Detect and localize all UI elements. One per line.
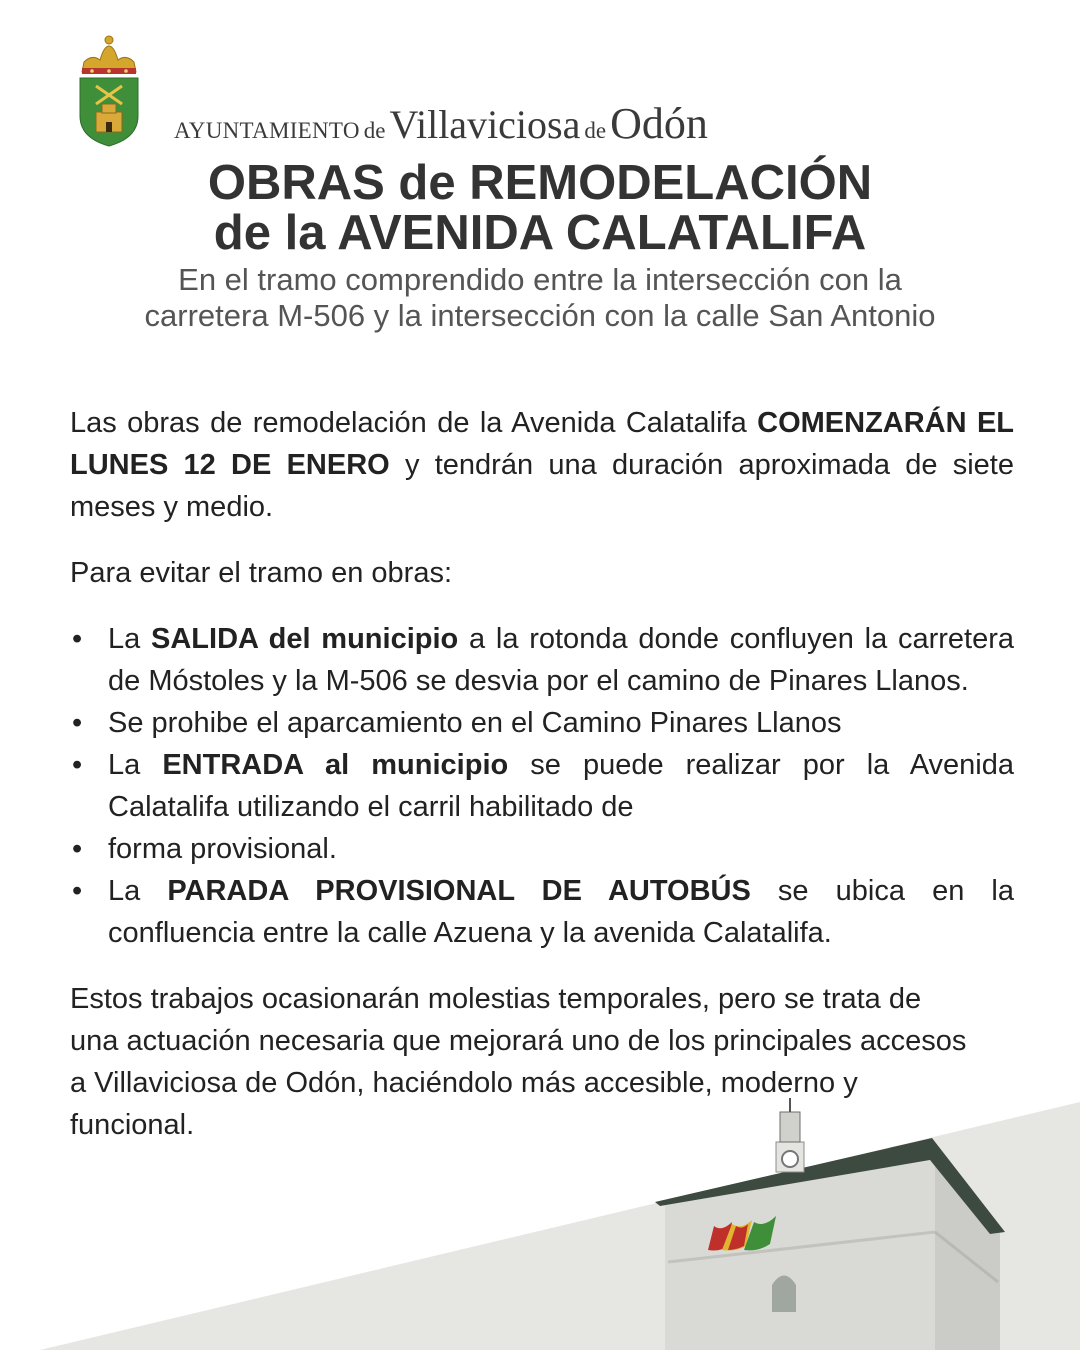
- rule-text-before: La: [108, 875, 168, 907]
- org-name-1: Villaviciosa: [389, 102, 581, 147]
- intro-text-after: y tendrán una duración aproximada de siete meses y medio.: [70, 449, 1014, 523]
- intro-start-date: COMENZARÁN EL LUNES 12 DE ENERO: [70, 407, 1015, 481]
- subtitle-line-2: carretera M-506 y la intersección con la calle San Antonio: [144, 298, 936, 333]
- org-de-1: de: [363, 118, 386, 143]
- list-item: [70, 828, 1014, 870]
- intro-text-before: Las obras de remodelación de la Avenida Calatalifa: [70, 407, 758, 439]
- rule-text-before: La: [108, 749, 163, 781]
- org-de-2: de: [584, 118, 607, 143]
- rule-text-after: a la rotonda donde confluyen la carretera de Móstoles y la M-506 se desvia por el camino de Pinares Llanos.: [108, 623, 1014, 697]
- traffic-rules-list: [70, 618, 1014, 954]
- title-line-2: de la AVENIDA CALATALIFA: [213, 206, 867, 260]
- subtitle-line-1: En el tramo comprendido entre la intersección con la: [178, 262, 902, 297]
- intro-paragraph: [70, 402, 1014, 528]
- page-title: [0, 158, 1080, 258]
- rule-text-before: Se prohibe el aparcamiento en el Camino Pinares Llanos: [108, 707, 842, 739]
- list-item: [70, 702, 1014, 744]
- header: [78, 32, 978, 150]
- title-line-1: OBRAS de REMODELACIÓN: [207, 156, 873, 210]
- org-prefix: AYUNTAMIENTO: [174, 118, 360, 143]
- rule-highlight: ENTRADA al municipio: [162, 749, 509, 781]
- list-item: [70, 618, 1014, 702]
- rule-text-before: forma provisional.: [108, 833, 337, 865]
- rule-highlight: PARADA PROVISIONAL DE AUTOBÚS: [167, 875, 751, 907]
- rule-text-before: La: [108, 623, 152, 655]
- org-name-2: Odón: [610, 99, 708, 148]
- list-item: [70, 870, 1014, 954]
- rule-highlight: SALIDA del municipio: [151, 623, 459, 655]
- rule-text-after: se ubica en la confluencia entre la calle Azuena y la avenida Calatalifa.: [108, 875, 1014, 949]
- organization-name: [174, 98, 708, 149]
- list-item: [70, 744, 1014, 828]
- page-subtitle: [0, 262, 1080, 334]
- lead-paragraph: Para evitar el tramo en obras:: [70, 557, 453, 589]
- municipal-crest-icon: [78, 32, 140, 148]
- notice-body: [70, 402, 1014, 1146]
- rule-text-after: se puede realizar por la Avenida Calatalifa utilizando el carril habilitado de: [108, 749, 1014, 823]
- closing-paragraph: Estos trabajos ocasionarán molestias temporales, pero se trata de una actuación necesaria que mejorará uno de los principales accesos a Villaviciosa de Odón, haciéndolo más accesible, moderno y funcional.: [70, 983, 967, 1141]
